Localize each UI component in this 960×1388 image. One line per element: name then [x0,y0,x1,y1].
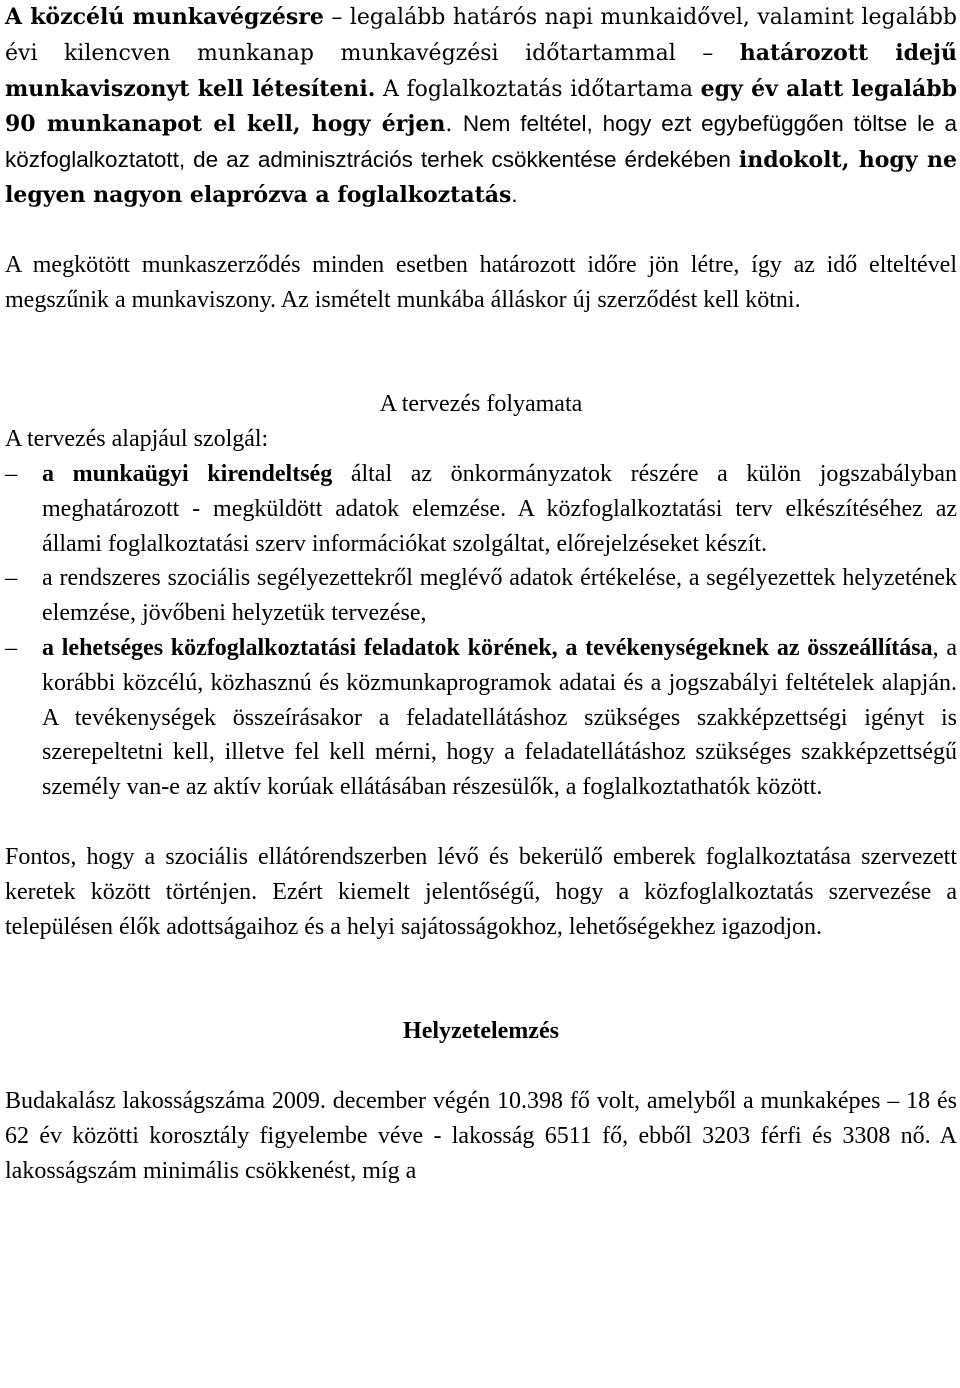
body-text: által az önkormányzatok részére a külön jogszabályban meghatározott - megküldött adatok elemzése. A közfoglalkoztatási terv elkészítéséhez az állami foglalkoztatási szerv információkat szolgáltat, előrejelzéseket készít. [42,460,957,557]
dash-bullet: – [5,565,17,592]
emphasis-text: egy év alatt legalább 90 munkanapot el kell, hogy érjen [5,75,958,138]
emphasis-text: a munkaügyi kirendeltség [42,460,333,487]
list-item [5,457,957,561]
emphasis-text: A közcélú munkavégzésre [5,4,324,30]
emphasis-text: a lehetséges közfoglalkoztatási feladatok körének, a tevékenységeknek az összeállítása [42,634,933,661]
body-text: A foglalkoztatás időtartama [375,76,701,102]
body-text: . [511,181,518,207]
paragraph-contract: A megkötött munkaszerződés minden esetben határozott időre jön létre, így az idő elteltével megszűnik a munkaviszony. Az ismételt munkába álláskor új szerződést kell kötni. [5,251,957,313]
dash-bullet: – [5,460,17,487]
section-heading-situation: Helyzetelemzés [403,1018,559,1045]
body-text: Nem feltétel, hogy ezt egybefüggően töltse le a közfoglalkoztatott, de az adminisztrációs terhek csökkentése érdekében [5,111,957,173]
planning-basis-list [5,457,957,805]
body-text: . [445,112,463,138]
list-item [5,631,957,805]
body-text: – legalább határós napi munkaidővel, valamint legalább évi kilencven munkanap munkavégzési időtartammal – [5,5,958,66]
emphasis-text: indokolt, hogy ne legyen nagyon elaprózva a foglalkoztatás [5,147,957,208]
paragraph-employment-rules [5,0,957,213]
paragraph-population: Budakalász lakosságszáma 2009. december végén 10.398 fő volt, amelyből a munkaképes – 18 és 62 év közötti korosztály figyelembe véve - lakosság 6511 fő, ebből 3203 férfi és 3308 nő. A lakosságszám minimális csökkenést, míg a [5,1088,957,1184]
body-text: , a korábbi közcélú, közhasznú és közmunkaprogramok adatai és a jogszabályi feltételek alapján. A tevékenységek összeírásakor a feladatellátáshoz szükséges szakképzettségi igényt is szerepeltetni kell, illetve fel kell mérni, hogy a feladatellátáshoz szükséges szakképzettségű személy van-e az aktív korúak ellátásában részesülők, a foglalkoztathatók között. [42,634,957,801]
list-item [5,561,957,631]
body-text: a rendszeres szociális segélyezettekről meglévő adatok értékelése, a segélyezettek helyzetének elemzése, jövőbeni helyzetük tervezése, [42,565,957,627]
planning-intro: A tervezés alapjául szolgál: [5,426,269,453]
dash-bullet: – [5,634,17,661]
section-heading-planning: A tervezés folyamata [379,391,583,418]
emphasis-text: határozott idejű munkaviszonyt kell létesíteni. [5,39,957,102]
paragraph-importance: Fontos, hogy a szociális ellátórendszerben lévő és bekerülő emberek foglalkoztatása szervezett keretek között történjen. Ezért kiemelt jelentőségű, hogy a közfoglalkoztatás szervezése a településen élők adottságaihoz és a helyi sajátosságokhoz, lehetőségekhez igazodjon. [5,843,957,940]
